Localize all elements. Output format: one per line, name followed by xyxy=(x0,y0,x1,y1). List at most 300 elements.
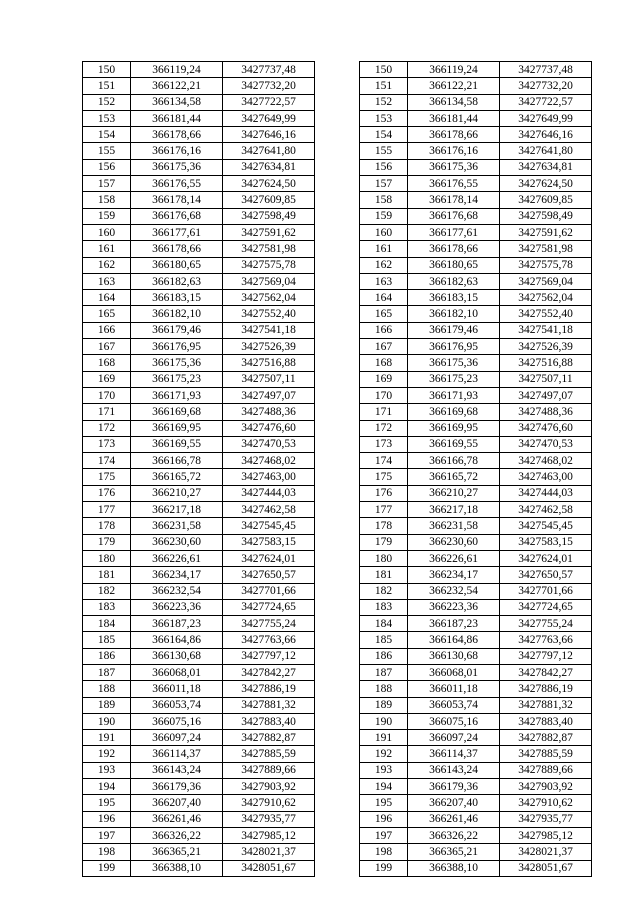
column-gap xyxy=(315,518,360,534)
right-y-coordinate-cell: 3427507,11 xyxy=(500,371,592,387)
right-y-coordinate-cell: 3427732,20 xyxy=(500,78,592,94)
right-y-coordinate-cell: 3427545,45 xyxy=(500,518,592,534)
column-gap xyxy=(315,860,360,876)
right-x-coordinate-cell: 366182,63 xyxy=(408,273,500,289)
left-x-coordinate-cell: 366171,93 xyxy=(131,387,223,403)
right-point-number-cell: 194 xyxy=(360,779,408,795)
right-x-coordinate-cell: 366183,15 xyxy=(408,290,500,306)
left-y-coordinate-cell: 3427507,11 xyxy=(223,371,315,387)
left-point-number-cell: 166 xyxy=(83,322,131,338)
table-row xyxy=(83,143,592,159)
right-y-coordinate-cell: 3427591,62 xyxy=(500,224,592,240)
left-y-coordinate-cell: 3427882,87 xyxy=(223,730,315,746)
left-y-coordinate-cell: 3427646,16 xyxy=(223,127,315,143)
right-y-coordinate-cell: 3428021,37 xyxy=(500,844,592,860)
right-x-coordinate-cell: 366326,22 xyxy=(408,827,500,843)
left-point-number-cell: 153 xyxy=(83,110,131,126)
column-gap xyxy=(315,844,360,860)
left-y-coordinate-cell: 3427468,02 xyxy=(223,453,315,469)
table-row xyxy=(83,62,592,78)
right-y-coordinate-cell: 3427575,78 xyxy=(500,257,592,273)
left-x-coordinate-cell: 366177,61 xyxy=(131,224,223,240)
column-gap xyxy=(315,257,360,273)
table-row xyxy=(83,127,592,143)
table-row xyxy=(83,567,592,583)
left-y-coordinate-cell: 3427732,20 xyxy=(223,78,315,94)
table-row xyxy=(83,110,592,126)
column-gap xyxy=(315,224,360,240)
right-y-coordinate-cell: 3427634,81 xyxy=(500,159,592,175)
left-y-coordinate-cell: 3427552,40 xyxy=(223,306,315,322)
right-y-coordinate-cell: 3427581,98 xyxy=(500,241,592,257)
table-row xyxy=(83,208,592,224)
right-point-number-cell: 174 xyxy=(360,453,408,469)
right-y-coordinate-cell: 3427624,01 xyxy=(500,550,592,566)
table-row xyxy=(83,827,592,843)
table-row xyxy=(83,518,592,534)
right-x-coordinate-cell: 366169,95 xyxy=(408,420,500,436)
column-gap xyxy=(315,795,360,811)
left-point-number-cell: 192 xyxy=(83,746,131,762)
table-row xyxy=(83,387,592,403)
right-y-coordinate-cell: 3427755,24 xyxy=(500,616,592,632)
right-x-coordinate-cell: 366180,65 xyxy=(408,257,500,273)
left-y-coordinate-cell: 3427737,48 xyxy=(223,62,315,78)
right-point-number-cell: 167 xyxy=(360,339,408,355)
left-point-number-cell: 197 xyxy=(83,827,131,843)
left-x-coordinate-cell: 366178,66 xyxy=(131,241,223,257)
right-x-coordinate-cell: 366053,74 xyxy=(408,697,500,713)
column-gap xyxy=(315,746,360,762)
left-y-coordinate-cell: 3427985,12 xyxy=(223,827,315,843)
column-gap xyxy=(315,811,360,827)
left-x-coordinate-cell: 366119,24 xyxy=(131,62,223,78)
left-y-coordinate-cell: 3427609,85 xyxy=(223,192,315,208)
column-gap xyxy=(315,779,360,795)
right-x-coordinate-cell: 366179,46 xyxy=(408,322,500,338)
right-x-coordinate-cell: 366210,27 xyxy=(408,485,500,501)
column-gap xyxy=(315,681,360,697)
left-x-coordinate-cell: 366176,55 xyxy=(131,176,223,192)
left-x-coordinate-cell: 366169,68 xyxy=(131,404,223,420)
table-row xyxy=(83,860,592,876)
right-y-coordinate-cell: 3427881,32 xyxy=(500,697,592,713)
right-point-number-cell: 183 xyxy=(360,599,408,615)
column-gap xyxy=(315,143,360,159)
right-x-coordinate-cell: 366134,58 xyxy=(408,94,500,110)
column-gap xyxy=(315,110,360,126)
table-row xyxy=(83,746,592,762)
table-row xyxy=(83,404,592,420)
left-y-coordinate-cell: 3427903,92 xyxy=(223,779,315,795)
right-y-coordinate-cell: 3427650,57 xyxy=(500,567,592,583)
left-y-coordinate-cell: 3427581,98 xyxy=(223,241,315,257)
column-gap xyxy=(315,762,360,778)
right-y-coordinate-cell: 3427569,04 xyxy=(500,273,592,289)
table-row xyxy=(83,420,592,436)
left-x-coordinate-cell: 366175,23 xyxy=(131,371,223,387)
left-x-coordinate-cell: 366175,36 xyxy=(131,355,223,371)
column-gap xyxy=(315,550,360,566)
table-row xyxy=(83,779,592,795)
right-x-coordinate-cell: 366165,72 xyxy=(408,469,500,485)
table-row xyxy=(83,159,592,175)
right-point-number-cell: 181 xyxy=(360,567,408,583)
left-y-coordinate-cell: 3427591,62 xyxy=(223,224,315,240)
right-y-coordinate-cell: 3428051,67 xyxy=(500,860,592,876)
left-point-number-cell: 165 xyxy=(83,306,131,322)
right-point-number-cell: 190 xyxy=(360,713,408,729)
column-gap xyxy=(315,436,360,452)
right-point-number-cell: 171 xyxy=(360,404,408,420)
right-x-coordinate-cell: 366143,24 xyxy=(408,762,500,778)
right-x-coordinate-cell: 366181,44 xyxy=(408,110,500,126)
right-point-number-cell: 158 xyxy=(360,192,408,208)
column-gap xyxy=(315,62,360,78)
left-point-number-cell: 176 xyxy=(83,485,131,501)
right-y-coordinate-cell: 3427886,19 xyxy=(500,681,592,697)
right-y-coordinate-cell: 3427462,58 xyxy=(500,502,592,518)
right-y-coordinate-cell: 3427583,15 xyxy=(500,534,592,550)
left-point-number-cell: 172 xyxy=(83,420,131,436)
left-y-coordinate-cell: 3427516,88 xyxy=(223,355,315,371)
right-y-coordinate-cell: 3427463,00 xyxy=(500,469,592,485)
right-y-coordinate-cell: 3427497,07 xyxy=(500,387,592,403)
left-x-coordinate-cell: 366122,21 xyxy=(131,78,223,94)
right-x-coordinate-cell: 366164,86 xyxy=(408,632,500,648)
right-x-coordinate-cell: 366175,36 xyxy=(408,159,500,175)
left-point-number-cell: 183 xyxy=(83,599,131,615)
coordinate-table xyxy=(82,61,592,877)
right-point-number-cell: 164 xyxy=(360,290,408,306)
right-y-coordinate-cell: 3427649,99 xyxy=(500,110,592,126)
right-y-coordinate-cell: 3427488,36 xyxy=(500,404,592,420)
right-point-number-cell: 161 xyxy=(360,241,408,257)
left-y-coordinate-cell: 3427889,66 xyxy=(223,762,315,778)
right-y-coordinate-cell: 3427842,27 xyxy=(500,664,592,680)
left-x-coordinate-cell: 366261,46 xyxy=(131,811,223,827)
left-x-coordinate-cell: 366223,36 xyxy=(131,599,223,615)
right-point-number-cell: 176 xyxy=(360,485,408,501)
right-point-number-cell: 173 xyxy=(360,436,408,452)
left-y-coordinate-cell: 3427624,01 xyxy=(223,550,315,566)
right-y-coordinate-cell: 3427552,40 xyxy=(500,306,592,322)
left-y-coordinate-cell: 3427462,58 xyxy=(223,502,315,518)
left-point-number-cell: 169 xyxy=(83,371,131,387)
right-point-number-cell: 159 xyxy=(360,208,408,224)
left-point-number-cell: 189 xyxy=(83,697,131,713)
right-point-number-cell: 162 xyxy=(360,257,408,273)
right-x-coordinate-cell: 366178,66 xyxy=(408,127,500,143)
left-point-number-cell: 190 xyxy=(83,713,131,729)
right-y-coordinate-cell: 3427724,65 xyxy=(500,599,592,615)
left-x-coordinate-cell: 366175,36 xyxy=(131,159,223,175)
right-point-number-cell: 195 xyxy=(360,795,408,811)
right-point-number-cell: 168 xyxy=(360,355,408,371)
right-point-number-cell: 172 xyxy=(360,420,408,436)
column-gap xyxy=(315,697,360,713)
right-y-coordinate-cell: 3427882,87 xyxy=(500,730,592,746)
left-x-coordinate-cell: 366388,10 xyxy=(131,860,223,876)
left-point-number-cell: 198 xyxy=(83,844,131,860)
right-point-number-cell: 180 xyxy=(360,550,408,566)
left-x-coordinate-cell: 366176,68 xyxy=(131,208,223,224)
left-point-number-cell: 159 xyxy=(83,208,131,224)
left-point-number-cell: 173 xyxy=(83,436,131,452)
right-y-coordinate-cell: 3427701,66 xyxy=(500,583,592,599)
left-y-coordinate-cell: 3427497,07 xyxy=(223,387,315,403)
right-x-coordinate-cell: 366230,60 xyxy=(408,534,500,550)
right-x-coordinate-cell: 366176,55 xyxy=(408,176,500,192)
right-point-number-cell: 184 xyxy=(360,616,408,632)
left-point-number-cell: 154 xyxy=(83,127,131,143)
right-point-number-cell: 188 xyxy=(360,681,408,697)
right-point-number-cell: 170 xyxy=(360,387,408,403)
left-x-coordinate-cell: 366183,15 xyxy=(131,290,223,306)
left-point-number-cell: 170 xyxy=(83,387,131,403)
left-point-number-cell: 182 xyxy=(83,583,131,599)
left-point-number-cell: 158 xyxy=(83,192,131,208)
left-x-coordinate-cell: 366053,74 xyxy=(131,697,223,713)
column-gap xyxy=(315,290,360,306)
left-point-number-cell: 178 xyxy=(83,518,131,534)
table-row xyxy=(83,94,592,110)
right-point-number-cell: 165 xyxy=(360,306,408,322)
column-gap xyxy=(315,648,360,664)
left-point-number-cell: 187 xyxy=(83,664,131,680)
right-x-coordinate-cell: 366177,61 xyxy=(408,224,500,240)
left-y-coordinate-cell: 3427881,32 xyxy=(223,697,315,713)
table-row xyxy=(83,273,592,289)
column-gap xyxy=(315,713,360,729)
table-row xyxy=(83,78,592,94)
column-gap xyxy=(315,730,360,746)
right-y-coordinate-cell: 3427516,88 xyxy=(500,355,592,371)
table-row xyxy=(83,795,592,811)
left-point-number-cell: 180 xyxy=(83,550,131,566)
right-y-coordinate-cell: 3427935,77 xyxy=(500,811,592,827)
left-x-coordinate-cell: 366164,86 xyxy=(131,632,223,648)
left-y-coordinate-cell: 3427886,19 xyxy=(223,681,315,697)
table-row xyxy=(83,599,592,615)
right-point-number-cell: 198 xyxy=(360,844,408,860)
left-point-number-cell: 194 xyxy=(83,779,131,795)
right-x-coordinate-cell: 366175,36 xyxy=(408,355,500,371)
column-gap xyxy=(315,78,360,94)
table-row xyxy=(83,616,592,632)
left-y-coordinate-cell: 3428051,67 xyxy=(223,860,315,876)
right-point-number-cell: 179 xyxy=(360,534,408,550)
left-y-coordinate-cell: 3427624,50 xyxy=(223,176,315,192)
left-x-coordinate-cell: 366187,23 xyxy=(131,616,223,632)
column-gap xyxy=(315,453,360,469)
right-x-coordinate-cell: 366176,16 xyxy=(408,143,500,159)
left-y-coordinate-cell: 3427701,66 xyxy=(223,583,315,599)
table-row xyxy=(83,713,592,729)
right-x-coordinate-cell: 366166,78 xyxy=(408,453,500,469)
left-x-coordinate-cell: 366217,18 xyxy=(131,502,223,518)
table-row xyxy=(83,257,592,273)
table-row xyxy=(83,844,592,860)
left-point-number-cell: 177 xyxy=(83,502,131,518)
right-y-coordinate-cell: 3427763,66 xyxy=(500,632,592,648)
right-point-number-cell: 187 xyxy=(360,664,408,680)
column-gap xyxy=(315,567,360,583)
left-y-coordinate-cell: 3427935,77 xyxy=(223,811,315,827)
table-row xyxy=(83,762,592,778)
left-y-coordinate-cell: 3427598,49 xyxy=(223,208,315,224)
left-y-coordinate-cell: 3428021,37 xyxy=(223,844,315,860)
column-gap xyxy=(315,485,360,501)
left-x-coordinate-cell: 366165,72 xyxy=(131,469,223,485)
left-y-coordinate-cell: 3427583,15 xyxy=(223,534,315,550)
right-y-coordinate-cell: 3427526,39 xyxy=(500,339,592,355)
table-row xyxy=(83,192,592,208)
table-row xyxy=(83,583,592,599)
table-row xyxy=(83,550,592,566)
right-x-coordinate-cell: 366097,24 xyxy=(408,730,500,746)
right-x-coordinate-cell: 366130,68 xyxy=(408,648,500,664)
left-point-number-cell: 161 xyxy=(83,241,131,257)
left-point-number-cell: 152 xyxy=(83,94,131,110)
left-x-coordinate-cell: 366075,16 xyxy=(131,713,223,729)
column-gap xyxy=(315,208,360,224)
right-point-number-cell: 153 xyxy=(360,110,408,126)
right-x-coordinate-cell: 366068,01 xyxy=(408,664,500,680)
right-y-coordinate-cell: 3427903,92 xyxy=(500,779,592,795)
column-gap xyxy=(315,371,360,387)
right-x-coordinate-cell: 366182,10 xyxy=(408,306,500,322)
left-point-number-cell: 163 xyxy=(83,273,131,289)
left-y-coordinate-cell: 3427488,36 xyxy=(223,404,315,420)
left-point-number-cell: 196 xyxy=(83,811,131,827)
right-y-coordinate-cell: 3427910,62 xyxy=(500,795,592,811)
right-x-coordinate-cell: 366217,18 xyxy=(408,502,500,518)
left-x-coordinate-cell: 366176,95 xyxy=(131,339,223,355)
table-row xyxy=(83,469,592,485)
left-x-coordinate-cell: 366179,36 xyxy=(131,779,223,795)
right-point-number-cell: 186 xyxy=(360,648,408,664)
left-x-coordinate-cell: 366365,21 xyxy=(131,844,223,860)
left-y-coordinate-cell: 3427724,65 xyxy=(223,599,315,615)
table-row xyxy=(83,355,592,371)
table-row xyxy=(83,697,592,713)
right-x-coordinate-cell: 366114,37 xyxy=(408,746,500,762)
column-gap xyxy=(315,355,360,371)
table-row xyxy=(83,339,592,355)
left-x-coordinate-cell: 366234,17 xyxy=(131,567,223,583)
right-x-coordinate-cell: 366178,66 xyxy=(408,241,500,257)
left-point-number-cell: 186 xyxy=(83,648,131,664)
right-x-coordinate-cell: 366075,16 xyxy=(408,713,500,729)
column-gap xyxy=(315,420,360,436)
right-x-coordinate-cell: 366179,36 xyxy=(408,779,500,795)
left-point-number-cell: 195 xyxy=(83,795,131,811)
table-row xyxy=(83,224,592,240)
table-row xyxy=(83,241,592,257)
right-x-coordinate-cell: 366226,61 xyxy=(408,550,500,566)
right-point-number-cell: 185 xyxy=(360,632,408,648)
column-gap xyxy=(315,664,360,680)
column-gap xyxy=(315,306,360,322)
right-point-number-cell: 197 xyxy=(360,827,408,843)
left-y-coordinate-cell: 3427569,04 xyxy=(223,273,315,289)
column-gap xyxy=(315,241,360,257)
table-row xyxy=(83,811,592,827)
table-row xyxy=(83,664,592,680)
left-y-coordinate-cell: 3427634,81 xyxy=(223,159,315,175)
column-gap xyxy=(315,387,360,403)
left-x-coordinate-cell: 366169,95 xyxy=(131,420,223,436)
left-y-coordinate-cell: 3427444,03 xyxy=(223,485,315,501)
left-x-coordinate-cell: 366068,01 xyxy=(131,664,223,680)
right-y-coordinate-cell: 3427468,02 xyxy=(500,453,592,469)
right-x-coordinate-cell: 366176,95 xyxy=(408,339,500,355)
table-row xyxy=(83,290,592,306)
right-x-coordinate-cell: 366171,93 xyxy=(408,387,500,403)
right-y-coordinate-cell: 3427624,50 xyxy=(500,176,592,192)
coordinate-table-body xyxy=(83,62,592,877)
right-y-coordinate-cell: 3427797,12 xyxy=(500,648,592,664)
left-point-number-cell: 174 xyxy=(83,453,131,469)
left-x-coordinate-cell: 366114,37 xyxy=(131,746,223,762)
left-y-coordinate-cell: 3427910,62 xyxy=(223,795,315,811)
column-gap xyxy=(315,273,360,289)
left-x-coordinate-cell: 366207,40 xyxy=(131,795,223,811)
right-x-coordinate-cell: 366231,58 xyxy=(408,518,500,534)
right-x-coordinate-cell: 366187,23 xyxy=(408,616,500,632)
left-y-coordinate-cell: 3427641,80 xyxy=(223,143,315,159)
right-x-coordinate-cell: 366169,55 xyxy=(408,436,500,452)
right-point-number-cell: 178 xyxy=(360,518,408,534)
left-y-coordinate-cell: 3427562,04 xyxy=(223,290,315,306)
right-y-coordinate-cell: 3427598,49 xyxy=(500,208,592,224)
left-x-coordinate-cell: 366169,55 xyxy=(131,436,223,452)
left-x-coordinate-cell: 366226,61 xyxy=(131,550,223,566)
column-gap xyxy=(315,322,360,338)
left-point-number-cell: 184 xyxy=(83,616,131,632)
right-x-coordinate-cell: 366365,21 xyxy=(408,844,500,860)
column-gap xyxy=(315,176,360,192)
left-y-coordinate-cell: 3427526,39 xyxy=(223,339,315,355)
left-y-coordinate-cell: 3427470,53 xyxy=(223,436,315,452)
right-point-number-cell: 192 xyxy=(360,746,408,762)
table-row xyxy=(83,322,592,338)
column-gap xyxy=(315,469,360,485)
left-x-coordinate-cell: 366166,78 xyxy=(131,453,223,469)
left-x-coordinate-cell: 366178,14 xyxy=(131,192,223,208)
right-point-number-cell: 199 xyxy=(360,860,408,876)
right-point-number-cell: 160 xyxy=(360,224,408,240)
table-row xyxy=(83,502,592,518)
right-y-coordinate-cell: 3427444,03 xyxy=(500,485,592,501)
left-point-number-cell: 168 xyxy=(83,355,131,371)
column-gap xyxy=(315,534,360,550)
right-point-number-cell: 193 xyxy=(360,762,408,778)
right-y-coordinate-cell: 3427562,04 xyxy=(500,290,592,306)
right-y-coordinate-cell: 3427641,80 xyxy=(500,143,592,159)
left-point-number-cell: 171 xyxy=(83,404,131,420)
table-row xyxy=(83,436,592,452)
left-y-coordinate-cell: 3427763,66 xyxy=(223,632,315,648)
right-point-number-cell: 196 xyxy=(360,811,408,827)
left-y-coordinate-cell: 3427541,18 xyxy=(223,322,315,338)
right-x-coordinate-cell: 366122,21 xyxy=(408,78,500,94)
column-gap xyxy=(315,339,360,355)
right-x-coordinate-cell: 366169,68 xyxy=(408,404,500,420)
table-row xyxy=(83,371,592,387)
right-point-number-cell: 191 xyxy=(360,730,408,746)
